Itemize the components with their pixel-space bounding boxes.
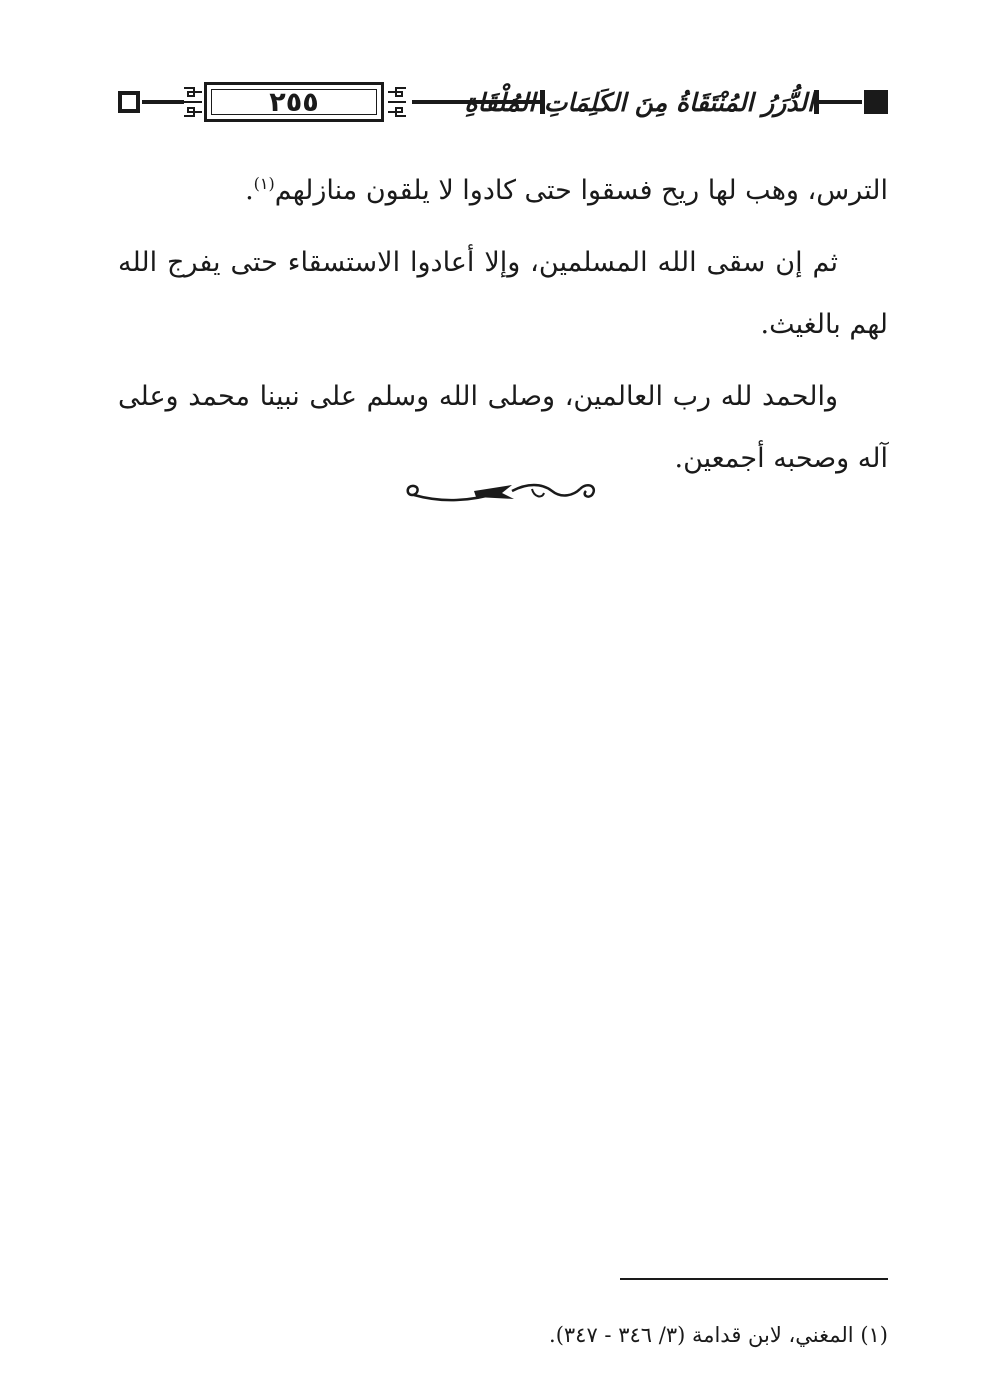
- paragraph: والحمد لله رب العالمين، وصلى الله وسلم على نبينا محمد وعلى آله وصحبه أجمعين.: [118, 381, 888, 474]
- header-rule: [142, 100, 184, 104]
- paragraph-text: الترس، وهب لها ريح فسقوا حتى كادوا لا يلقون منازلهم: [274, 175, 888, 206]
- running-header-title: الدُّرَرُ المُنْتَقَاةُ مِنَ الكَلِمَاتِ المُلْقَاةِ: [464, 88, 814, 117]
- paragraph: ثم إن سقى الله المسلمين، وإلا أعادوا الاستسقاء حتى يفرج الله لهم بالغيث.: [118, 247, 888, 340]
- page-number-frame: [204, 82, 384, 122]
- header-square-ornament-left: [118, 91, 140, 113]
- paragraph-end: .: [245, 175, 254, 206]
- footnote: (١) المغني، لابن قدامة (٣/ ٣٤٦ - ٣٤٧).: [549, 1323, 888, 1347]
- fret-ornament-icon: [182, 82, 204, 122]
- page-number: ٢٥٥: [269, 86, 319, 118]
- main-text: [118, 160, 888, 490]
- floral-divider-icon: [402, 475, 602, 511]
- header-square-ornament-right: [864, 90, 888, 114]
- paragraph: [118, 160, 888, 222]
- fret-ornament-icon: [386, 82, 408, 122]
- header-rule: [818, 100, 862, 104]
- page-header: [118, 78, 888, 130]
- footnote-separator: [620, 1278, 888, 1280]
- footnote-reference[interactable]: (١): [253, 174, 275, 193]
